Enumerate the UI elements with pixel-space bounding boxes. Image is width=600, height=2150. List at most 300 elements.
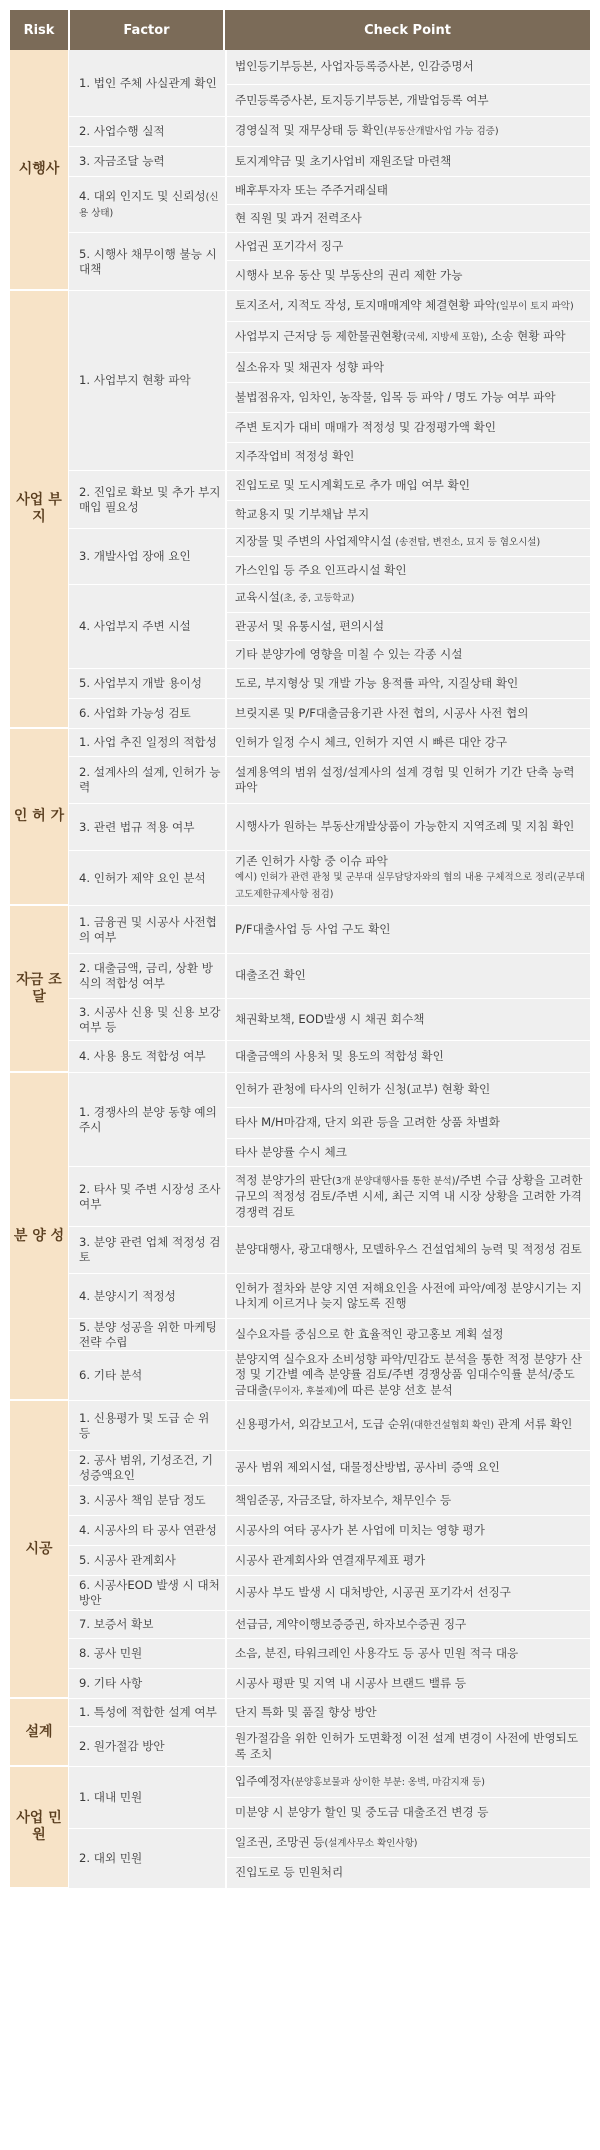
check-point-main: 토지조서, 지적도 작성, 토지매매계약 체결현황 파악 bbox=[235, 297, 496, 312]
check-point-cell bbox=[225, 999, 590, 1041]
check-point-cell bbox=[225, 1576, 590, 1611]
check-point-text bbox=[235, 1012, 424, 1028]
factor-cell bbox=[68, 1829, 225, 1889]
check-point-main: 진입도로 등 민원처리 bbox=[235, 1865, 344, 1880]
check-point-text bbox=[235, 1805, 488, 1821]
check-point-text bbox=[235, 922, 391, 938]
check-point-cell bbox=[225, 205, 590, 233]
check-point-text bbox=[235, 1646, 518, 1662]
factor-label: 4. 인허가 제약 요인 분석 bbox=[79, 870, 206, 885]
check-point-main: 시공사 관계회사와 연결재무제표 평가 bbox=[235, 1552, 426, 1567]
check-point-main: 관공서 및 유통시설, 편의시설 bbox=[235, 618, 385, 633]
factor-text bbox=[79, 1368, 142, 1383]
factor-label: 3. 관련 법규 적용 여부 bbox=[79, 819, 195, 834]
factor-cell bbox=[68, 999, 225, 1041]
check-point-main: 선급금, 계약이행보증증권, 하자보수증권 징구 bbox=[235, 1616, 467, 1631]
check-point-main: 시공사 부도 발생 시 대처방안, 시공권 포기각서 선징구 bbox=[235, 1585, 511, 1600]
factor-cell bbox=[68, 1669, 225, 1699]
check-point-cell bbox=[225, 1451, 590, 1486]
check-point-text bbox=[235, 183, 388, 199]
factor-label: 4. 분양시기 적정성 bbox=[79, 1288, 176, 1303]
check-point-text bbox=[235, 619, 384, 635]
factor-cell bbox=[68, 1546, 225, 1576]
factor-cell bbox=[68, 177, 225, 233]
factor-cell bbox=[68, 954, 225, 999]
check-point-text bbox=[235, 268, 462, 284]
risk-label: 설계 bbox=[25, 1723, 53, 1740]
check-point-note: (3개 분양대행사를 통한 분석) bbox=[331, 1175, 456, 1187]
check-point-main: 지장물 및 주변의 사업제약시설 bbox=[235, 534, 396, 549]
check-point-cell bbox=[225, 641, 590, 669]
check-point-main: P/F대출사업 등 사업 구도 확인 bbox=[235, 921, 391, 936]
check-point-main: 불법점유자, 임차인, 농작물, 입목 등 파악 / 명도 가능 여부 파악 bbox=[235, 389, 556, 404]
check-point-cell bbox=[225, 1516, 590, 1546]
check-point-text bbox=[235, 1585, 511, 1601]
check-point-cell bbox=[225, 585, 590, 613]
factor-label: 6. 시공사EOD 발생 시 대처방안 bbox=[79, 1578, 220, 1607]
check-point-cell bbox=[225, 443, 590, 471]
factor-cell bbox=[68, 1073, 225, 1167]
check-point-main: 시행사 보유 동산 및 부동산의 권리 제한 가능 bbox=[235, 267, 463, 282]
check-point-main: 공사 범위 제외시설, 대물정산방법, 공사비 증액 요인 bbox=[235, 1460, 500, 1475]
check-point-note: (일부이 토지 파악) bbox=[496, 300, 574, 312]
risk-label: 사업 민원 bbox=[16, 1810, 62, 1843]
check-point-note: (국세, 지방세 포함) bbox=[402, 331, 484, 343]
check-point-cell bbox=[225, 353, 590, 383]
check-point-text bbox=[235, 1774, 485, 1791]
check-point-cell bbox=[225, 1727, 590, 1767]
check-point-cell bbox=[225, 501, 590, 529]
factor-cell bbox=[68, 529, 225, 585]
factor-cell bbox=[68, 1401, 225, 1451]
check-point-cell bbox=[225, 757, 590, 804]
check-point-cell bbox=[225, 1798, 590, 1829]
check-point-main: 토지계약금 및 초기사업비 재원조달 마련책 bbox=[235, 153, 452, 168]
factor-label: 5. 분양 성공을 위한 마케팅전략 수립 bbox=[79, 1319, 217, 1349]
check-point-note: (분양홍보물과 상이한 부분: 옹벽, 마감지재 등) bbox=[291, 1776, 485, 1788]
check-point-main: 기존 인허가 사항 중 이슈 파악 bbox=[235, 853, 388, 868]
check-point-text bbox=[235, 1617, 466, 1633]
check-point-cell bbox=[225, 50, 590, 85]
factor-text bbox=[79, 1739, 165, 1754]
factor-cell bbox=[68, 1516, 225, 1546]
check-point-cell bbox=[225, 557, 590, 585]
check-point-text bbox=[235, 968, 306, 984]
check-point-text bbox=[235, 1865, 343, 1881]
check-point-cell bbox=[225, 954, 590, 999]
check-point-main: 설계용역의 범위 설정/설계사의 설계 경험 및 인허가 기간 단축 능력 파악 bbox=[235, 764, 575, 794]
factor-label: 2. 진입로 확보 및 추가 부지 매입 필요성 bbox=[79, 484, 221, 514]
factor-text bbox=[79, 1523, 217, 1538]
check-point-text bbox=[235, 93, 489, 109]
header-factor: Factor bbox=[70, 10, 223, 50]
check-point-text bbox=[235, 1145, 347, 1161]
risk-label: 시행사 bbox=[18, 161, 60, 177]
factor-cell bbox=[68, 147, 225, 177]
check-point-text bbox=[235, 854, 585, 903]
factor-label: 1. 사업 추진 일정의 적합성 bbox=[79, 735, 217, 749]
factor-cell bbox=[68, 757, 225, 804]
factor-cell bbox=[68, 1767, 225, 1829]
check-point-text bbox=[235, 298, 574, 315]
check-point-text bbox=[235, 1082, 490, 1098]
factor-text bbox=[79, 1676, 142, 1691]
factor-cell bbox=[68, 1699, 225, 1727]
check-point-cell bbox=[225, 117, 590, 147]
check-point-cell bbox=[225, 1401, 590, 1451]
factor-label: 2. 사업수행 실적 bbox=[79, 124, 165, 138]
factor-cell bbox=[68, 1727, 225, 1767]
factor-text bbox=[79, 189, 221, 221]
factor-text bbox=[79, 1553, 176, 1568]
check-point-note: (무이자, 후불제) bbox=[268, 1385, 338, 1397]
factor-text bbox=[79, 154, 165, 169]
factor-cell bbox=[68, 1274, 225, 1319]
factor-cell bbox=[68, 291, 225, 471]
factor-text bbox=[79, 485, 221, 515]
check-point-main: 대출조건 확인 bbox=[235, 968, 306, 983]
check-point-example: 예시) 인허가 관련 관청 및 군부대 실무담당자와의 협의 내용 구체적으로 정리(군부대 고도제한규제사항 점검) bbox=[235, 872, 585, 900]
check-point-main: 분양대행사, 광고대행사, 모델하우스 건설업체의 능력 및 적정성 검토 bbox=[235, 1242, 582, 1257]
check-point-main: 실수요자를 중심으로 한 효율적인 광고홍보 계획 설정 bbox=[235, 1326, 504, 1341]
risk-cell bbox=[10, 1073, 68, 1401]
check-point-cell bbox=[225, 383, 590, 413]
check-point-main: 법인등기부등본, 사업자등록증사본, 인감증명서 bbox=[235, 59, 474, 74]
check-point-cell bbox=[225, 1858, 590, 1889]
check-point-text bbox=[235, 1352, 585, 1400]
risk-label: 자금 조달 bbox=[16, 971, 62, 1005]
risk-checklist-table bbox=[10, 10, 590, 2140]
check-point-text bbox=[235, 819, 574, 835]
check-point-text bbox=[235, 390, 556, 406]
factor-text bbox=[79, 765, 221, 795]
factor-text bbox=[79, 1617, 153, 1632]
factor-cell bbox=[68, 669, 225, 699]
check-point-cell bbox=[225, 291, 590, 322]
factor-label: 5. 시공사 관계회사 bbox=[79, 1553, 176, 1567]
factor-cell bbox=[68, 1227, 225, 1274]
factor-label: 3. 시공사 책임 분담 정도 bbox=[79, 1493, 206, 1507]
factor-text bbox=[79, 915, 221, 945]
check-point-main: 미분양 시 분양가 할인 및 중도금 대출조건 변경 등 bbox=[235, 1805, 489, 1820]
factor-text bbox=[79, 76, 217, 91]
factor-text bbox=[79, 1790, 142, 1805]
check-point-main: 일조권, 조망권 등 bbox=[235, 1834, 325, 1849]
factor-text bbox=[79, 1453, 221, 1483]
check-point-main: 배후투자자 또는 주주거래실태 bbox=[235, 182, 388, 197]
factor-text bbox=[79, 706, 191, 721]
check-point-main: 타사 분양률 수시 체크 bbox=[235, 1144, 347, 1159]
factor-note: (신용 상태) bbox=[79, 191, 219, 219]
factor-label: 2. 대외 민원 bbox=[79, 1851, 143, 1865]
check-point-text bbox=[235, 1835, 418, 1852]
check-point-main: 주변 토지가 대비 매매가 적정성 및 감정평가액 확인 bbox=[235, 419, 496, 434]
factor-text bbox=[79, 1320, 221, 1350]
factor-cell bbox=[68, 804, 225, 851]
check-point-main: 신용평가서, 외감보고서, 도급 순위 bbox=[235, 1417, 411, 1432]
check-point-main: 입주예정자 bbox=[235, 1773, 291, 1788]
check-point-main: 인허가 관청에 타사의 인허가 신청(교부) 현황 확인 bbox=[235, 1082, 491, 1097]
factor-text bbox=[79, 961, 221, 991]
risk-cell bbox=[10, 729, 68, 906]
check-point-main: 분양지역 실수요자 소비성향 파악/민감도 분석을 통한 적정 분양가 산정 및 기간별 예측 분양률 검토/주변 경쟁상품 임대수익률 분석/중도금대출 bbox=[235, 1351, 582, 1397]
header-check-point: Check Point bbox=[225, 10, 590, 50]
check-point-main: 경영실적 및 재무상태 등 확인 bbox=[235, 123, 385, 138]
check-point-text bbox=[235, 239, 343, 255]
factor-text bbox=[79, 1005, 221, 1035]
check-point-text bbox=[235, 1115, 500, 1131]
factor-text bbox=[79, 1705, 217, 1720]
factor-label: 1. 사업부지 현황 파악 bbox=[79, 373, 191, 387]
check-point-cell bbox=[225, 1767, 590, 1798]
check-point-cell bbox=[225, 1486, 590, 1516]
check-point-main: 대출금액의 사용처 및 용도의 적합성 확인 bbox=[235, 1048, 444, 1063]
factor-label: 1. 경쟁사의 분양 동향 예의 주시 bbox=[79, 1104, 217, 1134]
factor-cell bbox=[68, 1611, 225, 1639]
check-point-text bbox=[235, 123, 499, 140]
factor-text bbox=[79, 820, 194, 835]
factor-label: 4. 사용 용도 적합성 여부 bbox=[79, 1049, 206, 1063]
check-point-cell bbox=[225, 471, 590, 501]
check-point-text bbox=[235, 647, 462, 663]
factor-label: 1. 특성에 적합한 설계 여부 bbox=[79, 1705, 217, 1719]
check-point-text bbox=[235, 1242, 582, 1258]
check-point-cell bbox=[225, 85, 590, 117]
check-point-cell bbox=[225, 322, 590, 353]
check-point-text bbox=[235, 1523, 485, 1539]
factor-label: 2. 공사 범위, 기성조건, 기성증액요인 bbox=[79, 1453, 213, 1482]
check-point-cell bbox=[225, 1639, 590, 1669]
factor-label: 1. 신용평가 및 도급 순 위 등 bbox=[79, 1410, 210, 1440]
factor-cell bbox=[68, 1351, 225, 1401]
check-point-main: 채권확보책, EOD발생 시 채권 회수책 bbox=[235, 1011, 425, 1026]
check-point-main: 시공사 평판 및 지역 내 시공사 브랜드 밸류 등 bbox=[235, 1675, 467, 1690]
check-point-cell bbox=[225, 177, 590, 205]
check-point-main: 진입도로 및 도시계획도로 추가 매입 여부 확인 bbox=[235, 477, 470, 492]
factor-cell bbox=[68, 471, 225, 529]
factor-label: 4. 시공사의 타 공사 연관성 bbox=[79, 1523, 217, 1537]
factor-label: 1. 금융권 및 시공사 사전협의 여부 bbox=[79, 914, 217, 944]
check-point-cell bbox=[225, 1829, 590, 1858]
factor-label: 4. 사업부지 주변 시설 bbox=[79, 619, 191, 633]
check-point-cell bbox=[225, 261, 590, 291]
factor-text bbox=[79, 1493, 206, 1508]
check-point-text bbox=[235, 706, 528, 722]
factor-cell bbox=[68, 851, 225, 906]
check-point-cell bbox=[225, 1319, 590, 1351]
check-point-main: 인허가 절차와 분양 지연 저해요인을 사전에 파악/예정 분양시기는 지나치게 이르거나 늦지 않도록 진행 bbox=[235, 1280, 582, 1310]
check-point-note: (설계사무소 확인사항) bbox=[324, 1837, 418, 1849]
factor-cell bbox=[68, 1451, 225, 1486]
risk-label: 사업 부지 bbox=[16, 492, 62, 525]
check-point-main: 책임준공, 자금조달, 하자보수, 채무인수 등 bbox=[235, 1492, 452, 1507]
factor-cell bbox=[68, 117, 225, 147]
check-point-text bbox=[235, 1173, 585, 1221]
factor-text bbox=[79, 735, 217, 750]
check-point-note: (부동산개발사업 가능 검증) bbox=[384, 126, 499, 138]
check-point-main: 적정 분양가의 판단 bbox=[235, 1172, 332, 1187]
factor-label: 2. 타사 및 주변 시장성 조사 여부 bbox=[79, 1181, 221, 1211]
factor-text bbox=[79, 1851, 142, 1866]
check-point-cell bbox=[225, 1351, 590, 1401]
factor-cell bbox=[68, 729, 225, 757]
check-point-cell bbox=[225, 699, 590, 729]
check-point-main: 학교용지 및 기부채납 부지 bbox=[235, 506, 370, 521]
check-point-text bbox=[235, 1460, 500, 1476]
check-point-cell bbox=[225, 1167, 590, 1227]
check-point-cell bbox=[225, 851, 590, 906]
risk-label: 인 허 가 bbox=[13, 808, 65, 824]
factor-text bbox=[79, 871, 206, 886]
factor-text bbox=[79, 124, 165, 139]
check-point-main: 소음, 분진, 타워크레인 사용각도 등 공사 민원 적극 대응 bbox=[235, 1645, 519, 1660]
check-point-text bbox=[235, 478, 470, 494]
factor-label: 7. 보증서 확보 bbox=[79, 1617, 154, 1631]
factor-label: 3. 시공사 신용 및 신용 보강 여부 등 bbox=[79, 1004, 221, 1034]
factor-label: 5. 시행사 채무이행 불능 시 대책 bbox=[79, 246, 217, 276]
check-point-text bbox=[235, 534, 540, 551]
check-point-cell bbox=[225, 613, 590, 641]
check-point-main: 시공사의 여타 공사가 본 사업에 미치는 영향 평가 bbox=[235, 1522, 485, 1537]
factor-label: 5. 사업부지 개발 용이성 bbox=[79, 676, 202, 690]
check-point-tail: 관계 서류 확인 bbox=[494, 1417, 573, 1432]
check-point-main: 원가절감을 위한 인허가 도면확정 이전 설계 변경이 사전에 반영되도록 조치 bbox=[235, 1731, 579, 1761]
check-point-note: (송전탑, 변전소, 묘지 등 혐오시설) bbox=[395, 537, 541, 549]
check-point-text bbox=[235, 420, 496, 436]
check-point-text bbox=[235, 1327, 504, 1343]
factor-label: 1. 법인 주체 사실관계 확인 bbox=[79, 75, 217, 90]
check-point-text bbox=[235, 590, 354, 607]
factor-label: 9. 기타 사항 bbox=[79, 1676, 143, 1690]
check-point-main: 현 직원 및 과거 전력조사 bbox=[235, 210, 362, 225]
factor-label: 3. 분양 관련 업체 적정성 검토 bbox=[79, 1235, 221, 1264]
factor-cell bbox=[68, 1041, 225, 1073]
factor-cell bbox=[68, 1486, 225, 1516]
factor-cell bbox=[68, 50, 225, 117]
factor-text bbox=[79, 1646, 142, 1661]
check-point-cell bbox=[225, 1699, 590, 1727]
check-point-text bbox=[235, 449, 354, 465]
check-point-cell bbox=[225, 1546, 590, 1576]
check-point-text bbox=[235, 329, 566, 346]
factor-text bbox=[79, 619, 191, 634]
factor-text bbox=[79, 1411, 221, 1441]
check-point-cell bbox=[225, 1073, 590, 1108]
risk-cell bbox=[10, 1401, 68, 1699]
check-point-cell bbox=[225, 413, 590, 443]
check-point-cell bbox=[225, 529, 590, 557]
check-point-text bbox=[235, 59, 474, 75]
factor-text bbox=[79, 1049, 206, 1064]
check-point-cell bbox=[225, 1139, 590, 1167]
factor-text bbox=[79, 373, 191, 388]
factor-text bbox=[79, 1289, 176, 1304]
check-point-main: 단지 특화 및 품질 향상 방안 bbox=[235, 1704, 377, 1719]
check-point-text bbox=[235, 211, 362, 227]
check-point-text bbox=[235, 507, 369, 523]
check-point-text bbox=[235, 1676, 466, 1692]
factor-text bbox=[79, 549, 191, 564]
check-point-note: (초, 중, 고등학교) bbox=[279, 593, 355, 605]
factor-text bbox=[79, 247, 221, 277]
factor-cell bbox=[68, 585, 225, 669]
check-point-tail: 에 따른 분양 선호 분석 bbox=[337, 1382, 453, 1397]
check-point-cell bbox=[225, 1227, 590, 1274]
check-point-main: 기타 분양가에 영향을 미칠 수 있는 각종 시설 bbox=[235, 646, 463, 661]
check-point-cell bbox=[225, 729, 590, 757]
factor-cell bbox=[68, 233, 225, 291]
check-point-text bbox=[235, 1553, 425, 1569]
check-point-cell bbox=[225, 669, 590, 699]
factor-label: 1. 대내 민원 bbox=[79, 1790, 143, 1804]
check-point-cell bbox=[225, 147, 590, 177]
check-point-main: 타사 M/H마감재, 단지 외관 등을 고려한 상품 차별화 bbox=[235, 1115, 500, 1130]
factor-cell bbox=[68, 1319, 225, 1351]
factor-cell bbox=[68, 699, 225, 729]
factor-label: 6. 사업화 가능성 검토 bbox=[79, 706, 191, 720]
check-point-main: 주민등록증사본, 토지등기부등본, 개발업등록 여부 bbox=[235, 92, 489, 107]
check-point-text bbox=[235, 1417, 572, 1434]
check-point-cell bbox=[225, 1669, 590, 1699]
check-point-main: 지주작업비 적정성 확인 bbox=[235, 448, 355, 463]
factor-label: 2. 원가절감 방안 bbox=[79, 1739, 165, 1753]
check-point-cell bbox=[225, 1611, 590, 1639]
risk-cell bbox=[10, 1699, 68, 1767]
check-point-text bbox=[235, 154, 451, 170]
factor-cell bbox=[68, 1576, 225, 1611]
factor-text bbox=[79, 1105, 221, 1135]
factor-label: 6. 기타 분석 bbox=[79, 1368, 143, 1382]
factor-text bbox=[79, 1182, 221, 1212]
factor-label: 2. 설계사의 설계, 인허가 능력 bbox=[79, 765, 221, 794]
risk-cell bbox=[10, 291, 68, 729]
risk-cell bbox=[10, 50, 68, 291]
factor-text bbox=[79, 1578, 221, 1608]
check-point-cell bbox=[225, 233, 590, 261]
risk-cell bbox=[10, 1767, 68, 1889]
check-point-text bbox=[235, 1281, 585, 1312]
check-point-text bbox=[235, 1049, 444, 1065]
check-point-cell bbox=[225, 1274, 590, 1319]
check-point-text bbox=[235, 563, 407, 579]
check-point-main: 도로, 부지형상 및 개발 가능 용적률 파악, 지질상태 확인 bbox=[235, 675, 519, 690]
factor-cell bbox=[68, 1639, 225, 1669]
check-point-main: 인허가 일정 수시 체크, 인허가 지연 시 빠른 대안 강구 bbox=[235, 734, 508, 749]
check-point-main: 가스인입 등 주요 인프라시설 확인 bbox=[235, 562, 407, 577]
check-point-note: (대한건설협회 확인) bbox=[410, 1420, 495, 1432]
factor-label: 8. 공사 민원 bbox=[79, 1646, 143, 1660]
factor-cell bbox=[68, 1167, 225, 1227]
check-point-main: 사업권 포기각서 징구 bbox=[235, 238, 344, 253]
risk-label: 시공 bbox=[25, 1540, 53, 1557]
check-point-main: 시행사가 원하는 부동산개발상품이 가능한지 지역조례 및 지침 확인 bbox=[235, 819, 575, 834]
check-point-text bbox=[235, 735, 507, 751]
factor-text bbox=[79, 676, 202, 691]
factor-label: 2. 대출금액, 금리, 상환 방식의 적합성 여부 bbox=[79, 961, 213, 990]
check-point-tail: , 소송 현황 파악 bbox=[483, 328, 566, 343]
check-point-main: 교육시설 bbox=[235, 590, 280, 605]
check-point-cell bbox=[225, 906, 590, 954]
check-point-text bbox=[235, 1705, 377, 1721]
factor-cell bbox=[68, 906, 225, 954]
risk-label: 분 양 성 bbox=[13, 1227, 65, 1244]
check-point-main: 실소유자 및 채권자 성향 파악 bbox=[235, 359, 385, 374]
check-point-text bbox=[235, 360, 384, 376]
factor-label: 3. 자금조달 능력 bbox=[79, 154, 165, 168]
factor-label: 3. 개발사업 장애 요인 bbox=[79, 549, 191, 563]
header-risk: Risk bbox=[10, 10, 68, 50]
check-point-text bbox=[235, 765, 585, 796]
